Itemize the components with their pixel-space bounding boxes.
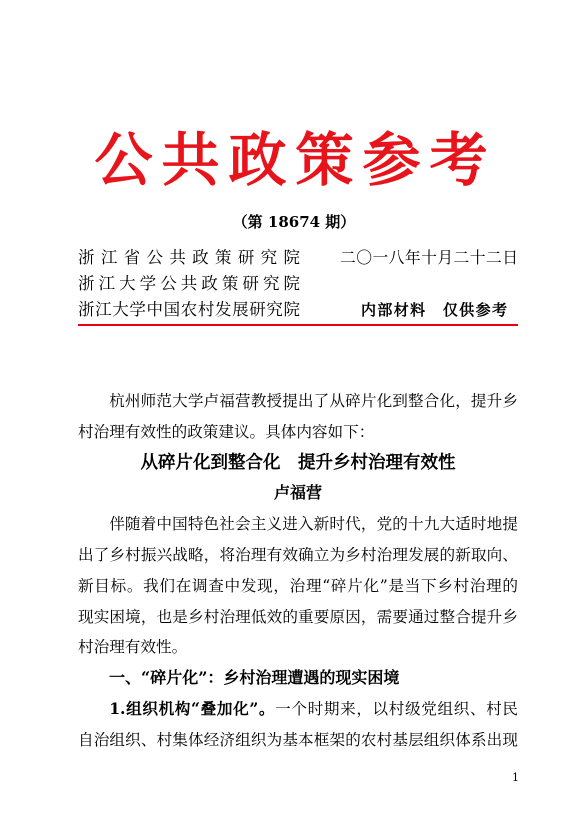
issue-date: 二〇一八年十月二十二日	[340, 248, 518, 267]
intro-line: 杭州师范大学卢福营教授提出了从碎片化到整合化，提升乡	[109, 392, 518, 410]
intro-line: 村治理有效性的政策建议。具体内容如下：	[78, 422, 375, 441]
paragraph-line: 村治理有效性。	[78, 638, 188, 657]
paragraph-line: 伴随着中国特色社会主义进入新时代，党的十九大适时地提	[109, 515, 518, 534]
institution-name: 浙江大学公共政策研究院	[78, 274, 300, 293]
section-heading: 一、“碎片化”：乡村治理遭遇的现实困境	[109, 668, 400, 688]
masthead-title: 公共政策参考	[94, 126, 497, 194]
item-text: 一个时期来，以村级党组织、村民	[275, 699, 518, 718]
item-line	[78, 694, 518, 725]
page-number: 1	[512, 771, 519, 784]
paragraph-line: 出了乡村振兴战略，将治理有效确立为乡村治理发展的新取向、	[78, 545, 518, 564]
paragraph-line: 现实困境，也是乡村治理低效的重要原因，需要通过整合提升乡	[78, 607, 518, 626]
institution-name: 浙江大学中国农村发展研究院	[78, 300, 300, 319]
item-lead: 1.组织机构“叠加化”。	[109, 698, 276, 718]
document-body	[78, 386, 518, 756]
issuing-institutions	[78, 245, 300, 323]
article-author: 卢福营	[273, 483, 322, 503]
issue-number: （第 18674 期）	[232, 213, 356, 231]
internal-use-notice: 内部材料 仅供参考	[361, 301, 507, 319]
institution-name: 浙江省公共政策研究院	[78, 248, 300, 267]
red-divider-rule	[78, 324, 518, 326]
item-line: 自治组织、村集体经济组织为基本框架的农村基层组织体系出现	[78, 730, 518, 749]
article-title: 从碎片化到整合化 提升乡村治理有效性	[140, 452, 456, 473]
paragraph-line: 新目标。我们在调查中发现，治理“碎片化”是当下乡村治理的	[78, 576, 518, 595]
